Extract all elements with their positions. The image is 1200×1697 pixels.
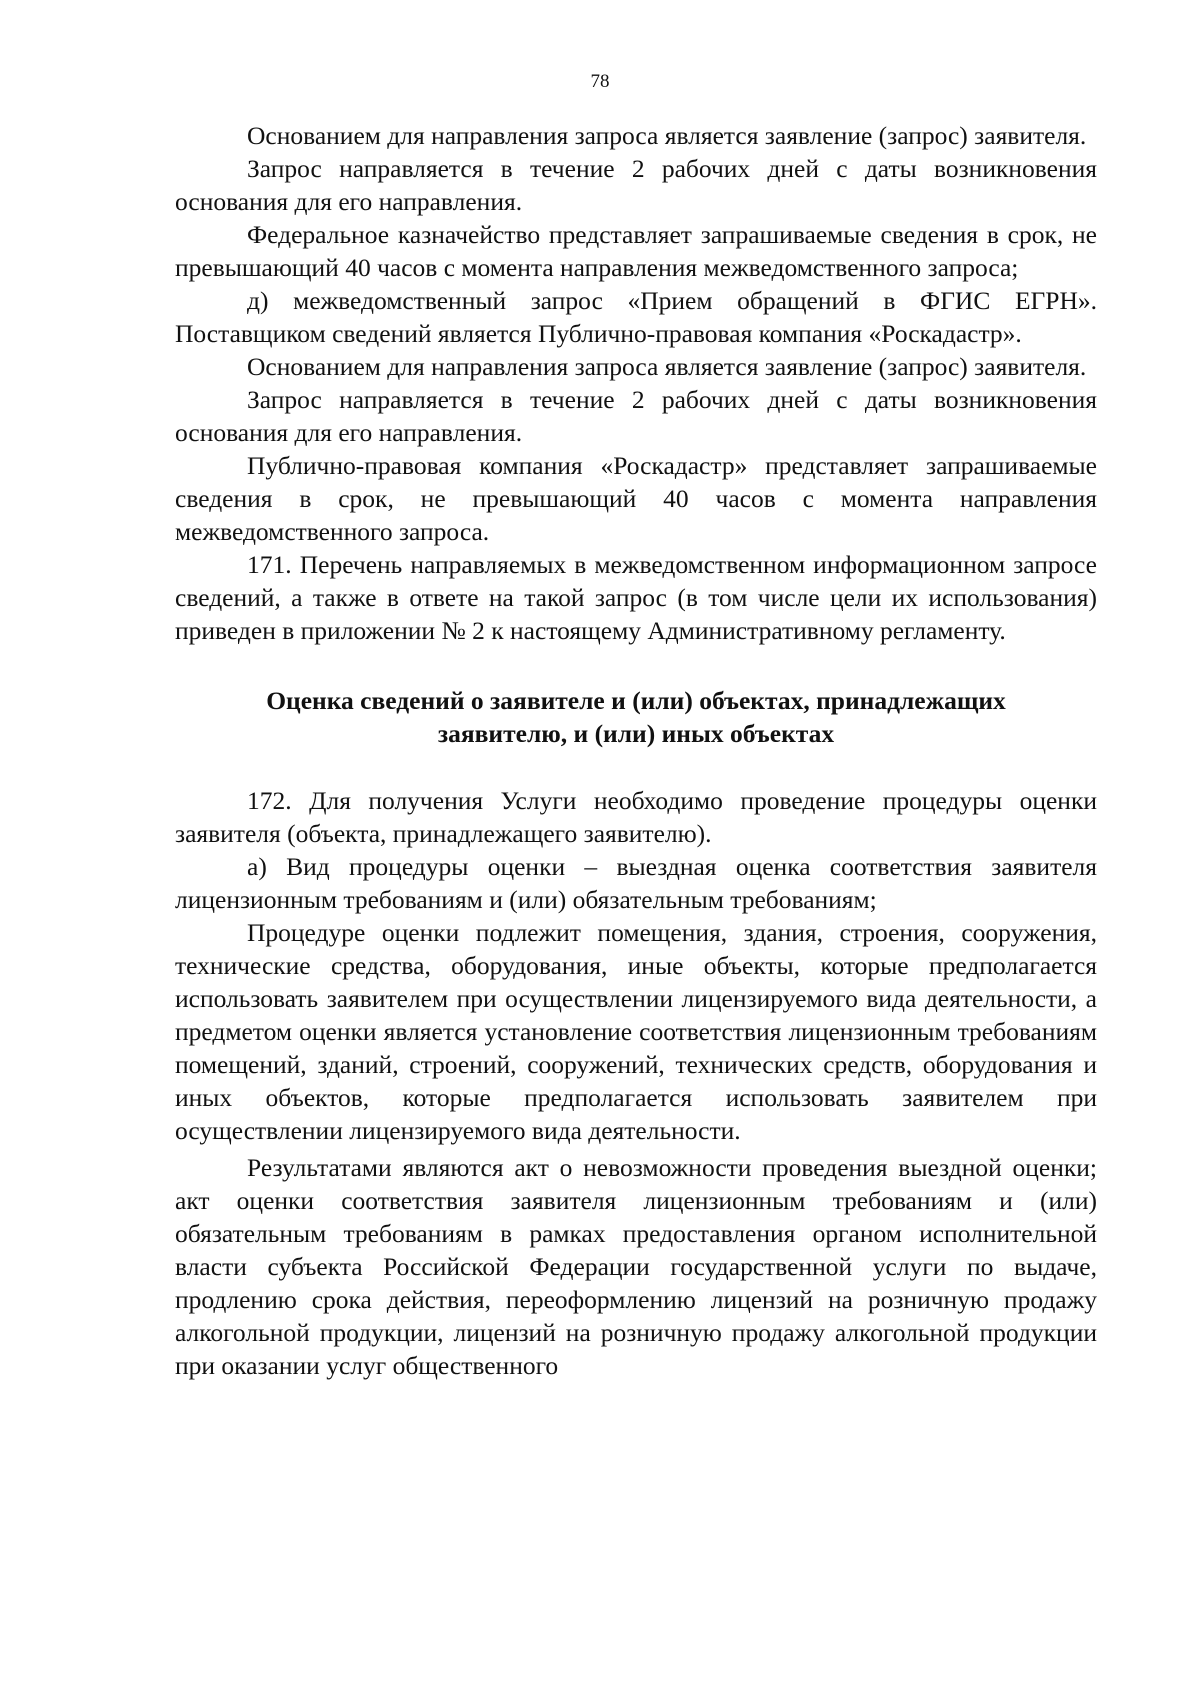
page-number: 78: [590, 71, 610, 92]
paragraph: Процедуре оценки подлежит помещения, здания, строения, сооружения, технические средства, оборудования, иные объекты, которые предполагается использовать заявителем при осуществлении лицензируемого вида деятельности, а предметом оценки является установление соответствия лицензионным требованиям помещений, зданий, строений, сооружений, технических средств, оборудования и иных объектов, которые предполагается использовать заявителем при осуществлении лицензируемого вида деятельности.: [175, 918, 1097, 1145]
document-body: [175, 119, 1097, 1382]
section-heading: [175, 684, 1097, 750]
paragraph: Основанием для направления запроса является заявление (запрос) заявителя.: [247, 121, 1087, 150]
paragraph: д) межведомственный запрос «Прием обращений в ФГИС ЕГРН». Поставщиком сведений является Публично-правовая компания «Роскадастр».: [175, 286, 1097, 348]
paragraph: 172. Для получения Услуги необходимо проведение процедуры оценки заявителя (объекта, принадлежащего заявителю).: [175, 786, 1097, 848]
section-heading-line: Оценка сведений о заявителе и (или) объектах, принадлежащих: [266, 686, 1006, 715]
paragraph: Основанием для направления запроса является заявление (запрос) заявителя.: [247, 352, 1087, 381]
paragraph: Результатами являются акт о невозможности проведения выездной оценки; акт оценки соответствия заявителя лицензионным требованиям и (или) обязательным требованиям в рамках предоставления органом исполнительной власти субъекта Российской Федерации государственной услуги по выдаче, продлению срока действия, переоформлению лицензий на розничную продажу алкогольной продукции, лицензий на розничную продажу алкогольной продукции при оказании услуг общественного: [175, 1153, 1097, 1380]
paragraph: Публично-правовая компания «Роскадастр» представляет запрашиваемые сведения в срок, не превышающий 40 часов с момента направления межведомственного запроса.: [175, 451, 1097, 546]
paragraph: 171. Перечень направляемых в межведомственном информационном запросе сведений, а также в ответе на такой запрос (в том числе цели их использования) приведен в приложении № 2 к настоящему Административному регламенту.: [175, 550, 1097, 645]
paragraph: а) Вид процедуры оценки – выездная оценка соответствия заявителя лицензионным требованиям и (или) обязательным требованиям;: [175, 852, 1097, 914]
paragraph: Федеральное казначейство представляет запрашиваемые сведения в срок, не превышающий 40 часов с момента направления межведомственного запроса;: [175, 220, 1097, 282]
paragraph: Запрос направляется в течение 2 рабочих дней с даты возникновения основания для его направления.: [175, 154, 1097, 216]
paragraph: Запрос направляется в течение 2 рабочих дней с даты возникновения основания для его направления.: [175, 385, 1097, 447]
section-heading-line: заявителю, и (или) иных объектах: [437, 719, 835, 748]
